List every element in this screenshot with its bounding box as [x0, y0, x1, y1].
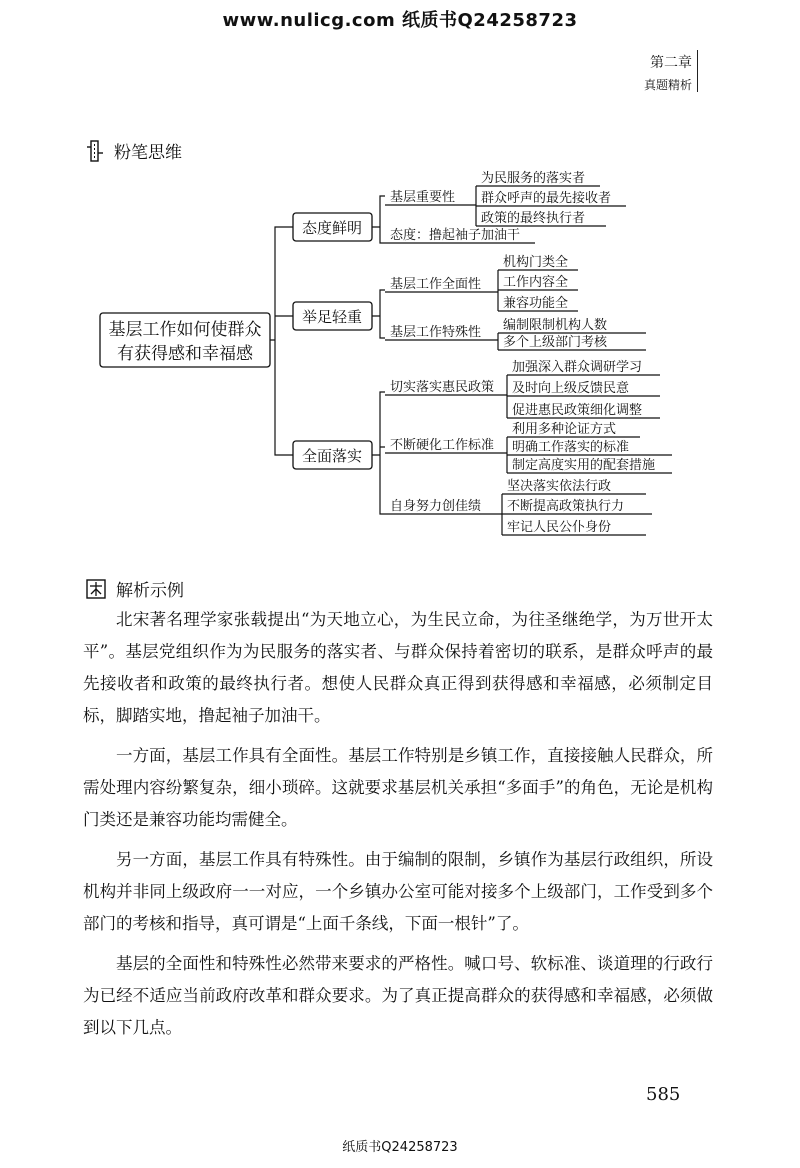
mindmap-leaf: 明确工作落实的标准 [512, 440, 630, 455]
paragraph: 基层的全面性和特殊性必然带来要求的严格性。喊口号、软标准、谈道理的行政行为已经不适应当前政府改革和群众要求。为了真正提高群众的获得感和幸福感，必须做到以下几点。 [83, 954, 713, 1037]
page-number: 585 [646, 1084, 681, 1105]
chapter-title: 第二章 [650, 55, 692, 71]
watermark-top: www.nulicg.com 纸质书Q24258723 [222, 10, 578, 31]
mindmap-leaf: 促进惠民政策细化调整 [512, 403, 643, 418]
chapter-subtitle: 真题精析 [643, 78, 692, 92]
mindmap-leaf: 工作内容全 [503, 275, 569, 290]
mindmap-branch-1: 态度鲜明 [301, 219, 363, 237]
watermark-bottom: 纸质书Q24258723 [342, 1140, 458, 1155]
mindmap-branch-3: 全面落实 [301, 447, 363, 465]
mindmap-root-line2: 有获得感和幸福感 [117, 344, 253, 364]
mindmap-leaf: 加强深入群众调研学习 [512, 360, 643, 375]
mindmap-sub-node: 不断硬化工作标准 [390, 438, 495, 453]
mindmap-sub-node: 基层工作特殊性 [390, 325, 482, 340]
mindmap-leaf: 利用多种论证方式 [512, 422, 617, 437]
mindmap-leaf: 多个上级部门考核 [503, 335, 608, 350]
grid-box-icon [86, 579, 106, 599]
mindmap-leaf: 机构门类全 [503, 255, 569, 270]
mindmap-sub-node: 态度：撸起袖子加油干 [390, 228, 521, 243]
section-title-mindmap: 粉笔思维 [114, 143, 182, 163]
mindmap-sub-node: 基层工作全面性 [390, 277, 482, 292]
mindmap-leaf: 政策的最终执行者 [481, 211, 586, 226]
paragraph: 另一方面，基层工作具有特殊性。由于编制的限制，乡镇作为基层行政组织，所设机构并非同上级政府一一对应，一个乡镇办公室可能对接多个上级部门，工作受到多个部门的考核和指导，真可谓是“上面千条线，下面一根针”了。 [83, 850, 713, 933]
mindmap-leaf: 牢记人民公仆身份 [507, 520, 612, 535]
paragraph: 一方面，基层工作具有全面性。基层工作特别是乡镇工作，直接接触人民群众，所需处理内容纷繁复杂，细小琐碎。这就要求基层机关承担“多面手”的角色，无论是机构门类还是兼容功能均需健全。 [83, 746, 713, 829]
mindmap-leaf: 为民服务的落实者 [481, 171, 586, 186]
mindmap-leaf: 坚决落实依法行政 [507, 479, 612, 494]
analysis-body [83, 604, 713, 1052]
paragraph: 北宋著名理学家张载提出“为天地立心，为生民立命，为往圣继绝学，为万世开太平”。基层党组织作为为民服务的落实者、与群众保持着密切的联系，是群众呼声的最先接收者和政策的最终执行者。想使人民群众真正得到获得感和幸福感，必须制定目标，脚踏实地，撸起袖子加油干。 [83, 610, 713, 725]
section-heading-analysis [86, 576, 184, 601]
mindmap-leaf: 制定高度实用的配套措施 [512, 458, 656, 473]
section-title-analysis: 解析示例 [116, 581, 184, 601]
mindmap-leaf: 兼容功能全 [503, 296, 569, 311]
mindmap-leaf: 不断提高政策执行力 [507, 499, 625, 514]
mindmap-leaf: 编制限制机构人数 [503, 318, 608, 333]
mindmap-root-line1: 基层工作如何使群众 [108, 320, 262, 340]
mindmap [0, 160, 800, 540]
chapter-divider [697, 50, 698, 92]
chapter-header [644, 52, 692, 96]
mindmap-sub-node: 基层重要性 [390, 190, 456, 205]
mindmap-sub-node: 切实落实惠民政策 [390, 380, 495, 395]
mindmap-leaf: 群众呼声的最先接收者 [481, 191, 612, 206]
mindmap-sub-node: 自身努力创佳绩 [390, 499, 482, 514]
mindmap-branch-2: 举足轻重 [301, 308, 363, 326]
chalk-icon [86, 140, 104, 162]
mindmap-leaf: 及时向上级反馈民意 [512, 381, 630, 396]
